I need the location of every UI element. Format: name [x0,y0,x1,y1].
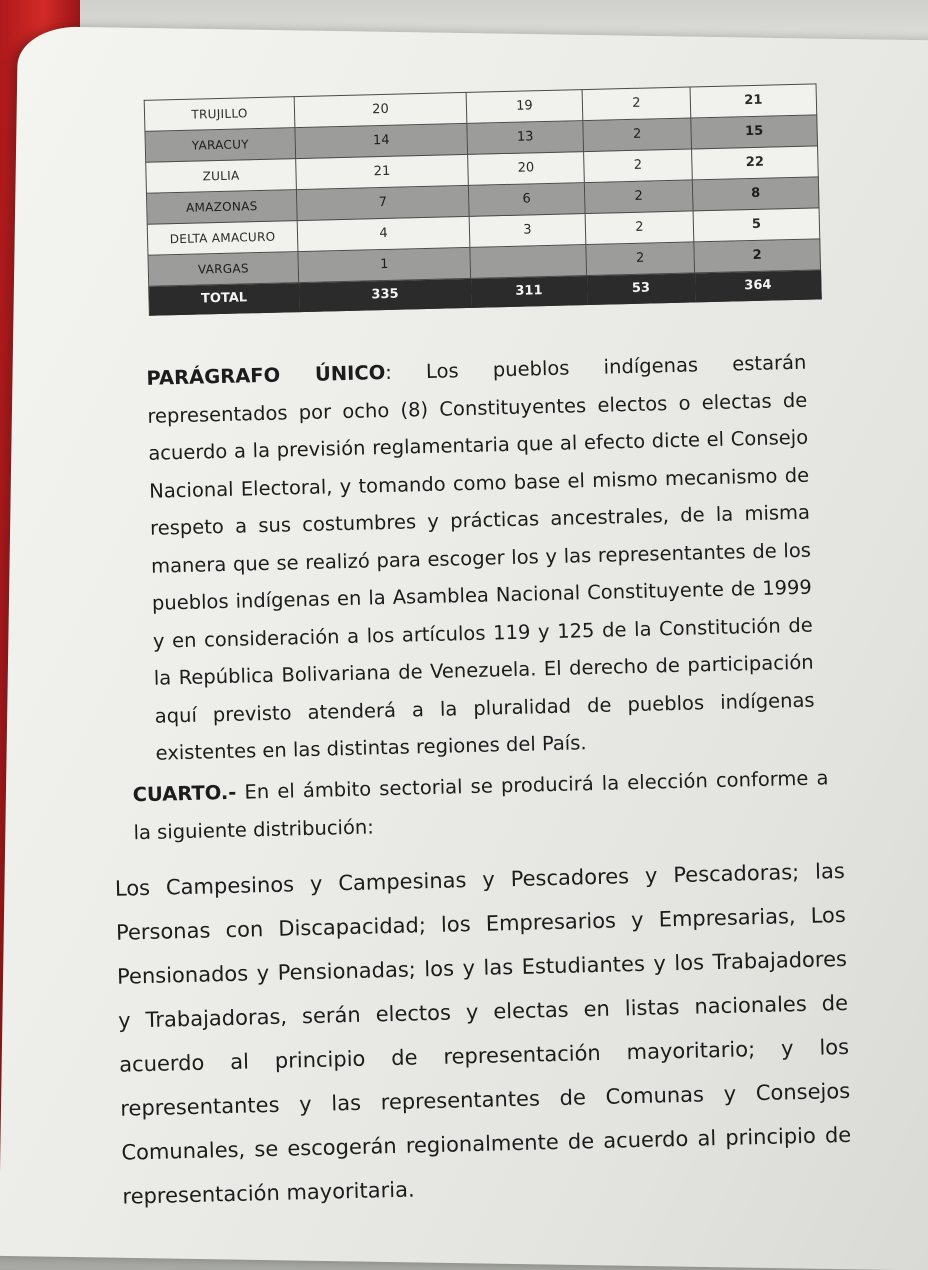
state-cell: DELTA AMACURO [147,221,298,256]
sectores-paragraph: Los Campesinos y Campesinas y Pescadores y Pescadoras; las Personas con Discapacidad; los Empresarios y Empresarias, Los Pensionados y Pensionadas; los y las Estudiantes y los Trabajadores y Trabajadoras, serán electos y electas en listas nacionales de acuerdo al principio de representación mayoritario; y los representantes y las representantes de Comunas y Consejos Comunales, se escogerán regionalmente de acuerdo al principio de representación mayoritaria. [114,858,852,1209]
total-value: 311 [471,276,588,308]
value-cell: 14 [295,123,468,158]
value-cell: 1 [298,247,471,282]
total-cell: 21 [690,84,817,118]
value-cell: 19 [466,90,583,124]
total-value: 53 [587,273,696,305]
cuarto-body: En el ámbito sectorial se producirá la elección conforme a la siguiente distribución: [133,766,829,844]
cuarto-heading: CUARTO.- [132,780,237,807]
total-cell: 22 [692,146,819,180]
paragrafo-unico [146,344,816,773]
value-cell: 13 [467,121,584,155]
value-cell: 7 [296,185,469,220]
value-cell: 20 [294,92,467,127]
paragrafo-unico-body: : Los pueblos indígenas estarán representados por ocho (8) Constituyentes electos o electas de acuerdo a la previsión reglamentaria que al efecto dicte el Consejo Nacional Electoral, y tomando como base el mismo mecanismo de respeto a sus costumbres y prácticas ancestrales, de la misma manera que se realizó para escoger los y las representantes de los pueblos indígenas en la Asamblea Nacional Constituyente de 1999 y en consideración a los artículos 119 y 125 de la Constitución de la República Bolivariana de Venezuela. El derecho de participación aquí previsto atenderá a la pluralidad de pueblos indígenas existentes en las distintas regiones del País. [147,350,815,765]
state-cell: AMAZONAS [146,190,297,225]
total-cell: 8 [692,177,819,211]
value-cell: 2 [582,87,691,121]
value-cell: 2 [586,242,695,276]
total-cell: 15 [691,115,818,149]
value-cell [470,245,587,279]
paragrafo-unico-heading: PARÁGRAFO ÚNICO [146,361,386,390]
value-cell: 4 [297,216,470,251]
value-cell: 6 [468,183,585,217]
total-cell: 2 [694,239,821,273]
value-cell: 20 [468,152,585,186]
cuarto-article [132,759,830,851]
state-cell: ZULIA [146,159,297,194]
total-value: 364 [695,270,822,302]
total-value: 335 [299,278,472,311]
state-cell: VARGAS [148,252,299,287]
value-cell: 21 [296,154,469,189]
value-cell: 2 [584,180,693,214]
state-cell: TRUJILLO [144,97,295,132]
value-cell: 2 [584,149,693,183]
state-cell: YARACUY [145,128,296,163]
table-body [144,84,821,315]
total-label: TOTAL [149,283,300,316]
total-cell: 5 [693,208,820,242]
value-cell: 3 [469,214,586,248]
value-cell: 2 [585,211,694,245]
distribution-table [144,83,822,315]
value-cell: 2 [583,118,692,152]
